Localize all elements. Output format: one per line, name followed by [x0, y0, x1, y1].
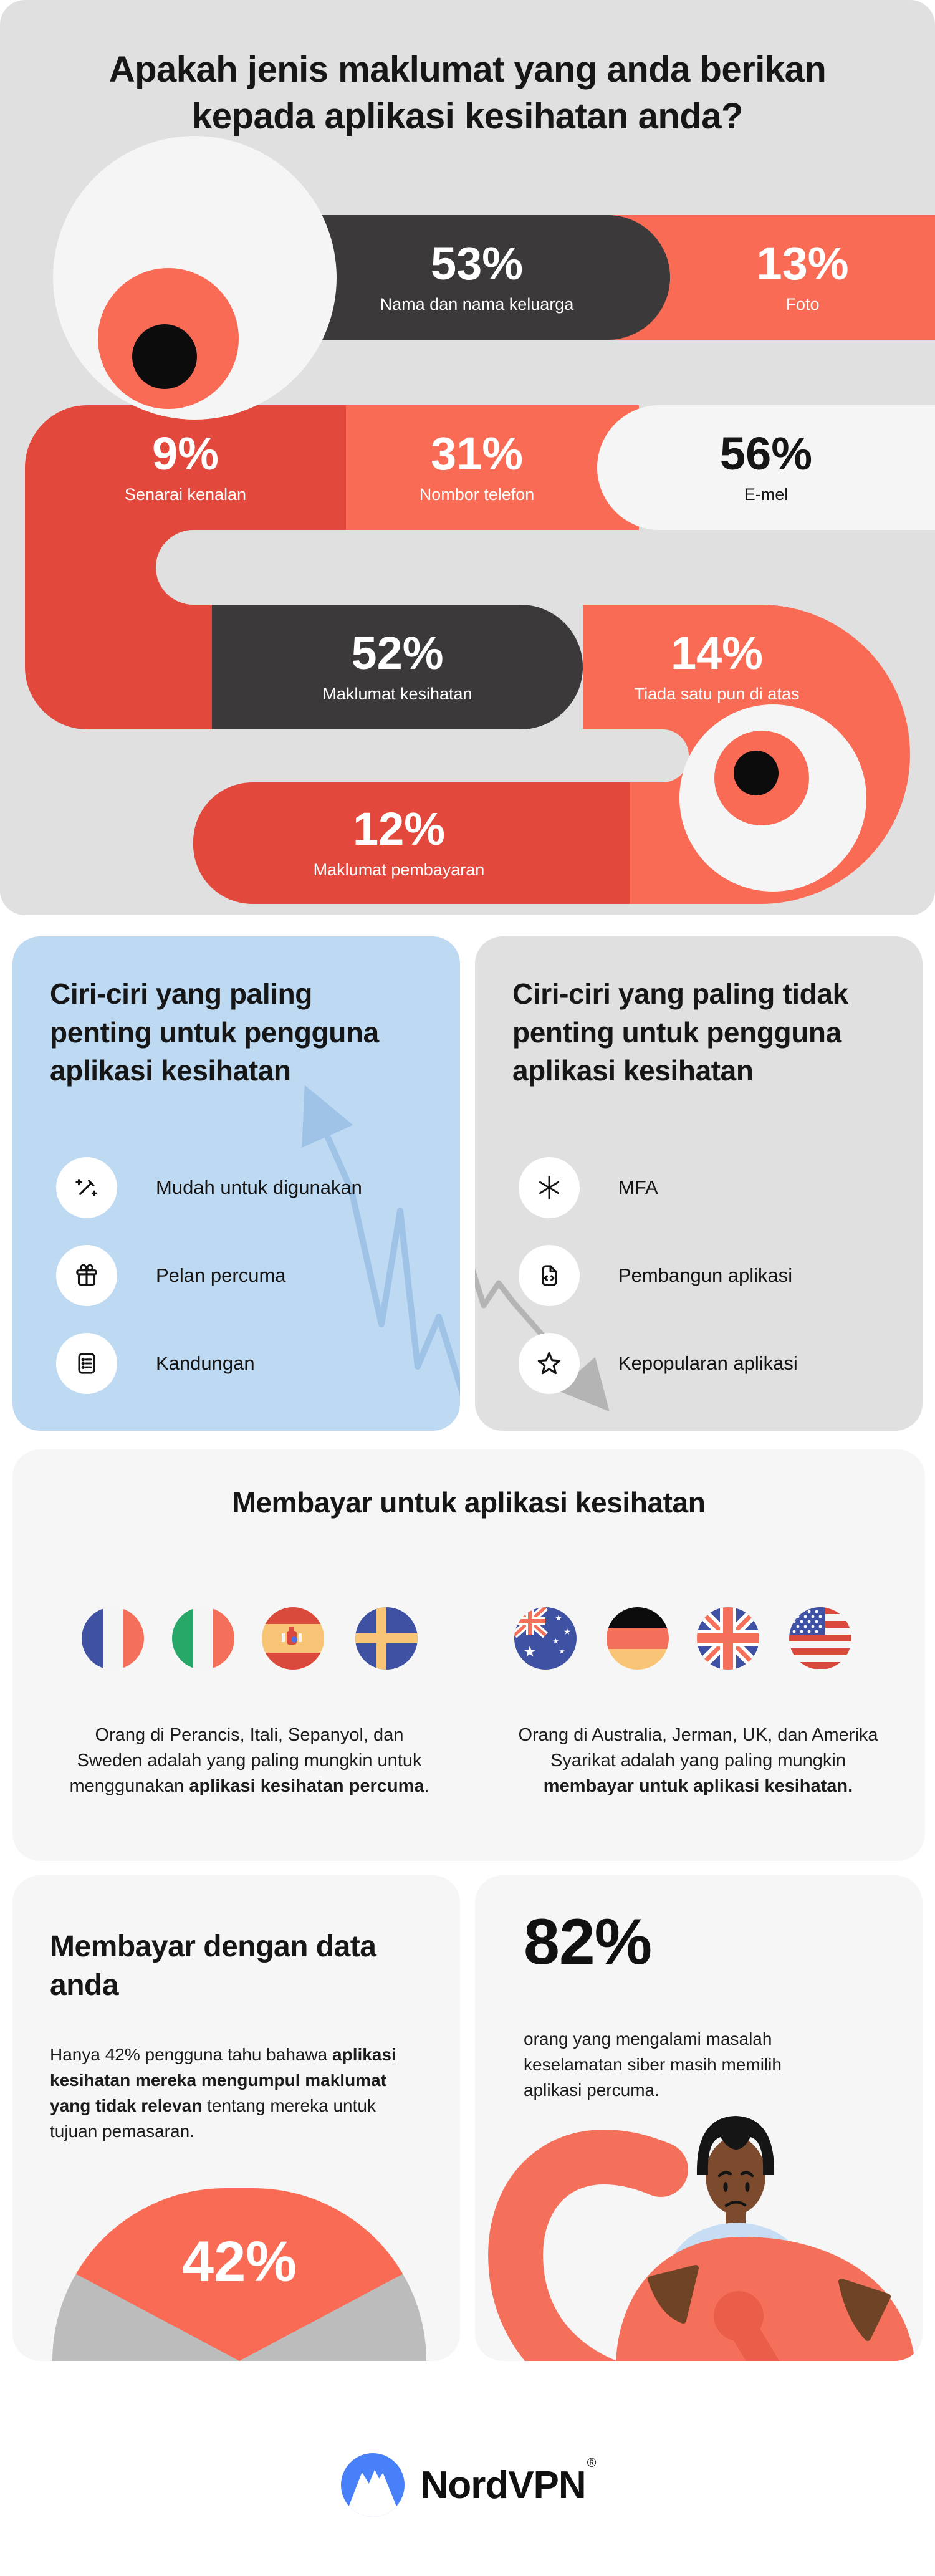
section-title: Membayar untuk aplikasi kesihatan — [232, 1486, 706, 1519]
feature-item — [519, 1333, 893, 1394]
flag-uk-icon — [697, 1607, 759, 1670]
flag-spain-icon — [262, 1607, 324, 1670]
bar-label: Nombor telefon — [419, 484, 535, 504]
card-text: Hanya 42% pengguna tahu bahawa aplikasi kesihatan mereka mengumpul maklumat yang tidak relevan tentang mereka untuk tujuan pemasaran. — [50, 2045, 396, 2141]
flag-germany-icon — [607, 1607, 669, 1670]
brand-name: NordVPN® — [420, 2456, 596, 2507]
elbow-notch — [156, 530, 368, 605]
flag-usa-icon — [789, 1607, 851, 1670]
bar-value: 13% — [756, 237, 849, 289]
card-title: Ciri-ciri yang paling penting untuk pengguna aplikasi kesihatan — [50, 978, 379, 1087]
security-stat-card — [475, 1875, 923, 2361]
asterisk-icon — [519, 1157, 580, 1218]
footer — [0, 2448, 935, 2522]
paid-apps-text: Orang di Australia, Jerman, UK, dan Amerika Syarikat adalah yang paling mungkin membayar untuk aplikasi kesihatan. — [518, 1725, 878, 1797]
bar-telefon-text — [346, 405, 608, 530]
bar-pembayaran-text — [193, 782, 605, 904]
bar-label: E-mel — [744, 484, 789, 504]
bar-label: Foto — [785, 294, 820, 314]
stat-value: 82% — [524, 1906, 652, 1978]
bar-emel-text — [597, 405, 935, 530]
bar-label: Tiada satu pun di atas — [634, 684, 800, 703]
bar-value: 53% — [430, 237, 524, 289]
feature-item — [519, 1157, 893, 1218]
feature-item — [56, 1157, 430, 1218]
bar-value: 9% — [152, 427, 219, 479]
flag-sweden-icon — [355, 1607, 418, 1670]
free-apps-text: Orang di Perancis, Itali, Sepanyol, dan Sweden adalah yang paling mungkin untuk menggunakan aplikasi kesihatan percuma. — [69, 1725, 429, 1797]
flag-italy-icon — [172, 1607, 234, 1670]
bar-value: 52% — [351, 627, 444, 679]
bar-label: Maklumat kesihatan — [322, 684, 472, 703]
important-features-card — [12, 936, 460, 1431]
feature-item — [56, 1245, 430, 1306]
sad-person-padlock-illustration — [475, 2081, 923, 2361]
bar-value: 56% — [719, 427, 813, 479]
registered-mark: ® — [587, 2456, 596, 2470]
stat-text: orang yang mengalami masalah keselamatan siber masih memilih aplikasi percuma. — [524, 2029, 782, 2100]
pay-with-data-card — [12, 1875, 460, 2361]
app-developer-icon — [519, 1245, 580, 1306]
feature-label: Pelan percuma — [156, 1264, 286, 1286]
feature-label: MFA — [618, 1176, 658, 1198]
bar-value: 31% — [430, 427, 524, 479]
content-list-icon — [56, 1333, 117, 1394]
feature-label: Mudah untuk digunakan — [156, 1176, 362, 1198]
bar-senarai-text — [25, 405, 346, 530]
feature-label: Kepopularan aplikasi — [618, 1352, 798, 1374]
blob-notch — [561, 729, 689, 782]
paying-section — [12, 1449, 925, 1861]
bar-label: Nama dan nama keluarga — [380, 294, 574, 314]
feature-item — [519, 1245, 893, 1306]
bar-value: 14% — [670, 627, 764, 679]
survey-panel — [0, 0, 935, 915]
feature-label: Kandungan — [156, 1352, 255, 1374]
gift-icon — [56, 1245, 117, 1306]
bar-foto-text — [670, 215, 935, 340]
bar-tiada-text — [583, 605, 851, 729]
survey-title: Apakah jenis maklumat yang anda berikan kepada aplikasi kesihatan anda? — [108, 49, 827, 137]
flag-australia-icon — [514, 1607, 577, 1670]
nordvpn-logo-icon — [341, 2453, 405, 2517]
bar-label: Senarai kenalan — [124, 484, 247, 504]
gauge-value: 42% — [181, 2230, 297, 2294]
gauge-chart — [52, 2188, 426, 2361]
star-icon — [519, 1333, 580, 1394]
bar-label: Maklumat pembayaran — [313, 860, 485, 880]
feature-label: Pembangun aplikasi — [618, 1264, 793, 1286]
card-title: Membayar dengan data anda — [50, 1930, 376, 2002]
magic-wand-icon — [56, 1157, 117, 1218]
bar-kesihatan-text — [212, 605, 583, 729]
bar-nama-text — [284, 215, 670, 340]
card-title: Ciri-ciri yang paling tidak penting untuk pengguna aplikasi kesihatan — [512, 978, 848, 1087]
unimportant-features-card — [475, 936, 923, 1431]
bar-value: 12% — [352, 803, 446, 855]
flag-france-icon — [82, 1607, 144, 1670]
feature-item — [56, 1333, 430, 1394]
